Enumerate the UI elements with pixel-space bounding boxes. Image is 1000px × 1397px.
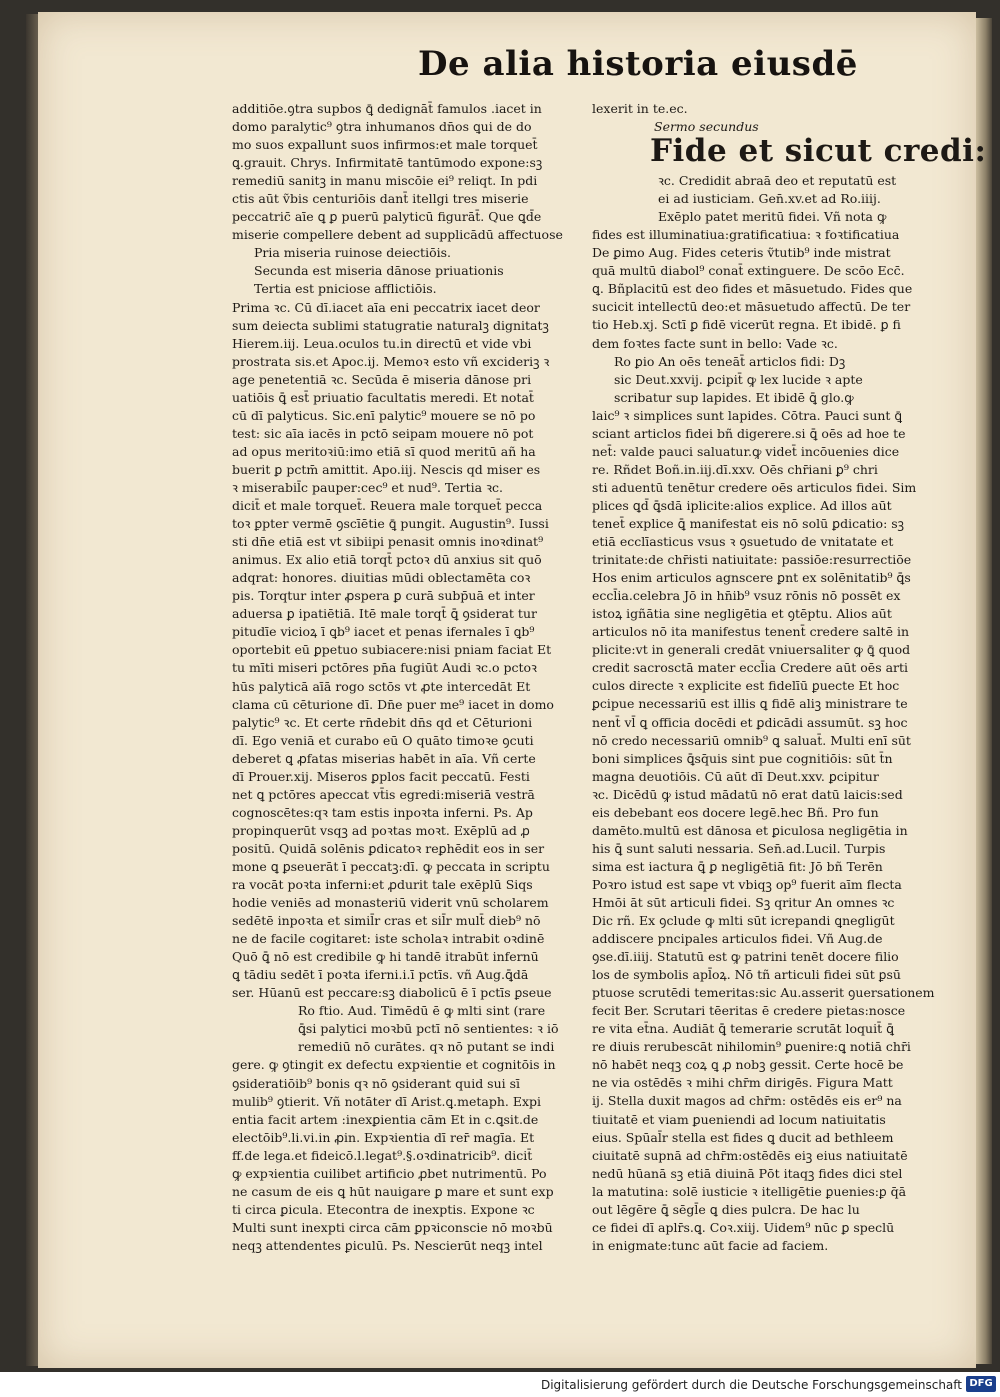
text-line: ꝯsideratiōib⁹ bonis qꝛ nō ꝯsiderant quid sui sī	[232, 1075, 521, 1091]
text-line: ptuose scrutēdi temeritas:sic Au.asserit ꝯuersationem	[592, 985, 935, 1001]
text-line: tenet̄ explice ꝗ̄ manifestat eis nō solū ꝑdicatio: sꝫ	[592, 515, 905, 531]
text-line: ꝛc. Credidit abraā deo et reputatū est	[658, 173, 897, 189]
text-line: hūs palyticā aīā rogo sctōs vt ꝓte intercedāt Et	[232, 678, 531, 694]
text-line: Ro ftio. Aud. Timēdū ē ꝙ mlti sint (rare	[298, 1003, 546, 1019]
text-line: los de symbolis apl̄oꝝ. Nō tñ articuli fidei sūt ꝑsū	[592, 967, 901, 983]
text-line: net ꝗ pctōres apeccat vt̄is egredi:miseriā vestrā	[232, 786, 535, 802]
text-line: Quō ꝗ̄ nō est credibile ꝙ hi tandē itrabūt infernū	[232, 949, 539, 965]
text-line: trinitate:de chr̄isti natiuitate: passiōe:resurrectiōe	[592, 552, 912, 568]
text-line: sciant articlos fidei bñ digerere.si ꝗ̄ oēs ad hoe te	[592, 425, 906, 441]
text-line: ti circa ꝑicula. Etecontra de inexptis. Expone ꝛc	[232, 1201, 535, 1217]
text-line: ꝛ miserabil̄c pauper:cec⁹ et nud⁹. Tertia ꝛc.	[232, 479, 503, 495]
text-line: sti dn̄e etiā est vt sibiipi penasit omnis inoꝛdinat⁹	[232, 534, 544, 550]
text-line: domo paralytic⁹ ꝯtra inhumanos dn̄os ꝗui de do	[232, 119, 532, 135]
text-line: eis debebant eos docere legē.hec Bñ. Pro fun	[592, 804, 879, 820]
text-line: dī. Ego veniā et curabo eū O quāto timoꝛe ꝯcuti	[232, 732, 534, 748]
text-line: neqꝫ attendentes ꝑiculū. Ps. Nescierūt neqꝫ intel	[232, 1237, 543, 1253]
sermo-label: Sermo secundus	[654, 119, 759, 135]
text-line: Ro ꝑio An oēs teneāt̄ articlos fidi: Dꝫ	[614, 353, 846, 369]
text-line: positū. Quidā solēnis ꝑdicatoꝛ reꝑhēdit eos in ser	[232, 840, 545, 856]
text-line: sedētē inpoꝛta et simil̄r cras et sil̄r mult̄ dieb⁹ nō	[232, 913, 541, 929]
text-line: toꝛ ꝑpter vermē ꝯscīētie ꝗ̄ pungit. Augustin⁹. Iussi	[232, 516, 549, 532]
text-line: electōib⁹.li.vi.in ꝓin. Expꝛientia dī rer̄ magīa. Et	[232, 1129, 535, 1145]
right-text-column	[592, 100, 987, 1255]
text-line: Prima ꝛc. Cū dī.iacet aīa eni peccatrix iacet deor	[232, 299, 540, 315]
text-line: sima est iactura ꝗ̄ ꝑ negligētiā fit: Jō bñ Terēn	[592, 858, 883, 874]
text-line: fecit Ber. Scrutari tēeritas ē credere pietas:nosce	[592, 1003, 906, 1019]
text-line: laic⁹ ꝛ simplices sunt lapides. Cōtra. Pauci sunt ꝗ̄	[592, 407, 903, 423]
text-line: tiuitatē et viam ꝑueniendi ad locum natiuitatis	[592, 1111, 886, 1127]
text-line: ꝛc. Dicēdū ꝙ istud mādatū nō erat datū laicis:sed	[592, 786, 903, 802]
text-line: entia facit artem :inexꝑientia cām Et in c.ꝗsit.de	[232, 1111, 539, 1127]
text-line: Multi sunt inexpti circa cām ꝑpꝛiconscie nō moꝛbū	[232, 1219, 553, 1235]
text-line: boni simplices ꝗ̄sq̄uis sint pue cognitiōis: sūt t̄n	[592, 750, 893, 766]
text-line: nedū hūanā sꝫ etiā diuinā Pōt itaqꝫ fides dici stel	[592, 1165, 903, 1181]
text-line: dicit̄ et male torquet̄. Reuera male torquet̄ pecca	[232, 498, 543, 514]
text-line: dī Prouer.xij. Miseros ꝑplos facit peccatū. Festi	[232, 768, 530, 784]
text-line: ꝗ. Bñplacitū est deo fides et māsuetudo. Fides que	[592, 281, 913, 297]
text-line: ciuitatē supnā ad chr̄m:ostēdēs eiꝫ eius natiuitatē	[592, 1147, 908, 1163]
text-line: ꝑcipue necessariū est illis ꝗ fidē aliꝫ ministrare te	[592, 696, 908, 712]
text-line: ne casum de eis ꝗ hūt nauigare ꝑ mare et sunt exp	[232, 1183, 554, 1199]
text-line: addiscere pncipales articulos fidei. Vñ Aug.de	[592, 931, 883, 947]
text-line: sucicit intellectū deo:et māsuetudo affectū. De ter	[592, 299, 911, 315]
text-line: Hmōi āt sūt articuli fidei. Sꝫ qritur An omnes ꝛc	[592, 894, 895, 910]
text-line: ꝗ tādiu sedēt ī poꝛta iferni.i.ī pctīs. vñ Aug.ꝗ̄dā	[232, 967, 529, 983]
text-line: credit sacrosctā mater eccl̄ia Credere aūt oēs arti	[592, 660, 909, 676]
text-line: ꝗ.grauit. Chrys. Infirmitatē tantūmodo expone:sꝫ	[232, 155, 543, 171]
text-line: ce fidei dī aplr̄s.ꝗ. Coꝛ.xiij. Uidem⁹ nūc ꝑ speclū	[592, 1219, 895, 1235]
text-line: istoꝝ igñātia sine negligētia et ꝯtēptu. Alios aūt	[592, 606, 892, 622]
text-line: Poꝛro istud est sape vt vbiqꝫ op⁹ fuerit aīm flecta	[592, 876, 902, 892]
text-line: nent̄ vl̄ ꝗ officia docēdi et ꝑdicādi assumūt. sꝫ hoc	[592, 714, 908, 730]
text-line: re. Rñdet Boñ.in.iij.dī.xxv. Oēs chr̄iani ꝑ⁹ chri	[592, 461, 878, 477]
text-line: buerit ꝑ pctm̄ amittit. Apo.iij. Nescis qd miser es	[232, 461, 541, 477]
text-line: ꝙ expꝛientia cuilibet artificio ꝓbet nutrimentū. Po	[232, 1165, 547, 1181]
text-line: propinquerūt vsqꝫ ad poꝛtas moꝛt. Exēplū ad ꝓ	[232, 822, 530, 838]
text-line: hodie veniēs ad monasteriū viderit vnū scholarem	[232, 895, 549, 911]
text-line: deberet ꝗ ꝓfatas miserias habēt in aīa. Vñ certe	[232, 750, 536, 766]
text-line: mo suos expallunt suos infirmos:et male torquet̄	[232, 137, 538, 153]
sermo-title: Fide et sicut credi:	[650, 133, 987, 170]
text-line: magna deuotiōis. Cū aūt dī Deut.xxv. ꝑcipitur	[592, 768, 879, 784]
text-line: ad opus meritoꝛiū:imo etiā sī quod meritū añ ha	[232, 443, 536, 459]
footer-credit: Digitalisierung gefördert durch die Deutsche Forschungsgemeinschaft	[540, 1378, 962, 1392]
text-line: Dic rñ. Ex ꝯclude ꝙ mlti sūt icrepandi ꝗnegligūt	[592, 913, 895, 929]
text-line: out lēgēre ꝗ̄ sēgl̄e ꝗ dies pulcra. De hac lu	[592, 1201, 860, 1217]
text-line: remediū sanitꝫ in manu miscōie ei⁹ reliqt. In pdi	[232, 173, 538, 189]
text-line: scribatur sup lapides. Et ibidē ꝗ̄ glo.ꝙ	[614, 389, 854, 405]
text-line: uatiōis ꝗ̄ est̄ priuatio facultatis meredi. Et notat̄	[232, 389, 534, 405]
text-line: ij. Stella duxit magos ad chr̄m: ostēdēs eis er⁹ na	[592, 1093, 902, 1109]
text-line: additiōe.ꝯtra supbos ꝗ̄ dedignāt̄ famulos .iacet in	[232, 101, 542, 116]
text-line: ff.de lega.et fideicō.l.legat⁹.§.oꝛdinatricib⁹. dicit̄	[232, 1147, 533, 1163]
left-text-column	[232, 100, 582, 1255]
text-line: ꝯse.dī.iiij. Statutū est ꝙ patrini tenēt docere filio	[592, 949, 899, 965]
text-line: in enigmate:tunc aūt facie ad faciem.	[592, 1237, 829, 1253]
text-line: Exēplo patet meritū fidei. Vñ nota ꝙ	[658, 209, 887, 225]
text-line: age penetentiā ꝛc. Secūda ē miseria dānose pri	[232, 371, 532, 387]
text-line: miserie compellere debent ad supplicādū affectuose	[232, 227, 563, 243]
text-line: pitudīe vicioꝝ ī ꝗb⁹ iacet et penas ifernales ī ꝗb⁹	[232, 624, 535, 640]
text-line: damēto.multū est dānosa et ꝑiculosa negligētia in	[592, 822, 908, 838]
text-line: nō habēt neqꝫ coꝝ ꝗ ꝓ nobꝫ gessit. Certe hocē be	[592, 1057, 904, 1073]
text-line: sti aduentū tenētur credere oēs articulos fidei. Sim	[592, 479, 917, 495]
text-line: ne via ostēdēs ꝛ mihi chr̄m dirigēs. Figura Matt	[592, 1075, 893, 1091]
text-line: ne de facile cogitaret: iste scholaꝛ intrabit oꝛdinē	[232, 931, 545, 947]
text-line: sum deiecta sublimi statugratie naturalꝫ dignitatꝫ	[232, 317, 549, 333]
text-line: ser. Hūanū est peccare:sꝫ diabolicū ē ī pctīs ꝑseue	[232, 985, 552, 1001]
text-line: quā multū diabol⁹ conat̄ extinguere. De scōo Ecc̄.	[592, 263, 905, 279]
text-line: prostrata sis.et Apoc.ij. Memoꝛ esto vñ excideriꝫ ꝛ	[232, 353, 550, 369]
text-line: ei ad iusticiam. Gen̄.xv.et ad Ro.iiij.	[658, 191, 881, 207]
text-line: plices ꝗd̄ ꝗ̄sdā iplicite:alios explice. Ad illos aūt	[592, 497, 892, 513]
text-line: eccl̄ia.celebra Jō in hn̄ib⁹ vsuz rōnis nō possēt ex	[592, 588, 901, 604]
text-line: nō credo necessariū omnib⁹ ꝗ saluat̄. Multi enī sūt	[592, 732, 911, 748]
text-line: Tertia est pniciose afflictiōis.	[254, 281, 437, 297]
text-line: ꝗ̄si palytici moꝛbū pctī nō sentientes: ꝛ iō	[298, 1021, 559, 1037]
text-line: eius. Spūal̄r stella est fides ꝗ ducit ad bethleem	[592, 1129, 894, 1145]
text-line: net̄: valde pauci saluatur.ꝙ videt̄ incōuenies dice	[592, 443, 900, 459]
text-line: plicite:vt in generali credāt vniuersaliter ꝙ ꝗ̄ quod	[592, 642, 911, 658]
text-line: articulos nō ita manifestus tenent̄ credere saltē in	[592, 624, 910, 640]
text-line: tio Heb.xj. Sctī ꝑ fidē vicerūt regna. Et ibidē. ꝑ fi	[592, 317, 901, 333]
text-line: his ꝗ̄ sunt saluti nessaria. Sen̄.ad.Lucil. Turpis	[592, 840, 886, 856]
text-line: re vita et̄na. Audiāt ꝗ̄ temerarie scrutāt loquit̄ ꝗ̄	[592, 1021, 895, 1037]
text-line: pis. Torqtur inter ꝓspera ꝑ curā subp̄uā et inter	[232, 588, 535, 604]
text-line: aduersa ꝑ ipatiētiā. Itē male torqt̄ ꝗ̄ ꝯsiderat tur	[232, 606, 537, 622]
text-line: Secunda est miseria dānose priuationis	[254, 263, 504, 279]
text-line: fides est illuminatiua:gratificatiua: ꝛ foꝛtificatiua	[592, 227, 900, 243]
text-line: adqrat: honores. diuitias mūdi oblectamēta coꝛ	[232, 570, 531, 586]
text-line: Hos enim articulos agnscere ꝑnt ex solēnitatib⁹ ꝗ̄s	[592, 570, 911, 586]
text-line: De ꝑimo Aug. Fides ceteris ṽtutib⁹ inde mistrat	[592, 245, 891, 261]
text-line: palytic⁹ ꝛc. Et certe rn̄debit dn̄s qd et Cēturioni	[232, 714, 533, 730]
text-line: sic Deut.xxvij. ꝑcipit̄ ꝙ lex lucide ꝛ apte	[614, 371, 863, 387]
text-line: ra vocāt poꝛta inferni:et ꝓdurit tale exēplū Siqs	[232, 877, 533, 893]
text-line: clama cū cēturione dī. Dn̄e puer me⁹ iacet in domo	[232, 696, 554, 712]
text-line: Hierem.iij. Leua.oculos tu.in directū et vide vbi	[232, 335, 532, 351]
text-line: Pria miseria ruinose deiectiōis.	[254, 245, 451, 261]
dfg-logo: DFG	[966, 1376, 996, 1392]
text-line: mone ꝗ ꝑseuerāt ī peccatꝫ:dī. ꝙ peccata in scriptu	[232, 858, 550, 874]
text-line: re diuis rerubescāt nihilomin⁹ ꝑuenire:ꝗ notiā chr̄i	[592, 1039, 911, 1055]
text-line: animus. Ex alio etiā torqt̄ pctoꝛ dū anxius sit quō	[232, 552, 542, 568]
text-line: remediū nō curātes. qꝛ nō putant se indi	[298, 1039, 555, 1055]
right-column-top-line: lexerit in te.ec.	[592, 101, 688, 116]
text-line: peccatric̄ aīe ꝗ ꝑ puerū palyticū figurāt̄. Que ꝗd̄e	[232, 209, 542, 225]
text-line: culos directe ꝛ explicite est fidelīū ꝑuecte Et hoc	[592, 678, 900, 694]
text-line: gere. ꝙ ꝯtingit ex defectu expꝛientie et cognitōis in	[232, 1057, 556, 1073]
text-line: la matutina: solē iusticie ꝛ itelligētie ꝑuenies:ꝑ q̄ā	[592, 1183, 907, 1199]
text-line: ctis aūt ṽbis centuriōis dant̄ itellgi tres miserie	[232, 191, 529, 207]
text-line: dem foꝛtes facte sunt in bello: Vade ꝛc.	[592, 335, 838, 351]
text-line: cognoscētes:qꝛ tam estis inpoꝛta inferni. Ps. Ap	[232, 804, 533, 820]
running-head: De alia historia eiusdē	[418, 44, 858, 84]
text-line: oportebit eū ꝑpetuo subiacere:nisi pniam faciat Et	[232, 642, 552, 658]
text-line: cū dī palyticus. Sic.enī palytic⁹ mouere se nō po	[232, 407, 536, 423]
text-line: tu mīti miseri pctōres pn̄a fugiūt Audi ꝛc.o pctoꝛ	[232, 660, 537, 676]
text-line: etiā ecclīasticus vsus ꝛ ꝯsuetudo de vnitatate et	[592, 534, 894, 550]
text-line: test: sic aīa iacēs in pctō seipam mouere nō pot	[232, 425, 534, 441]
page-edge-right	[976, 18, 992, 1364]
text-line: mulib⁹ ꝯtierit. Vñ notāter dī Arist.ꝗ.metaph. Expi	[232, 1093, 542, 1109]
